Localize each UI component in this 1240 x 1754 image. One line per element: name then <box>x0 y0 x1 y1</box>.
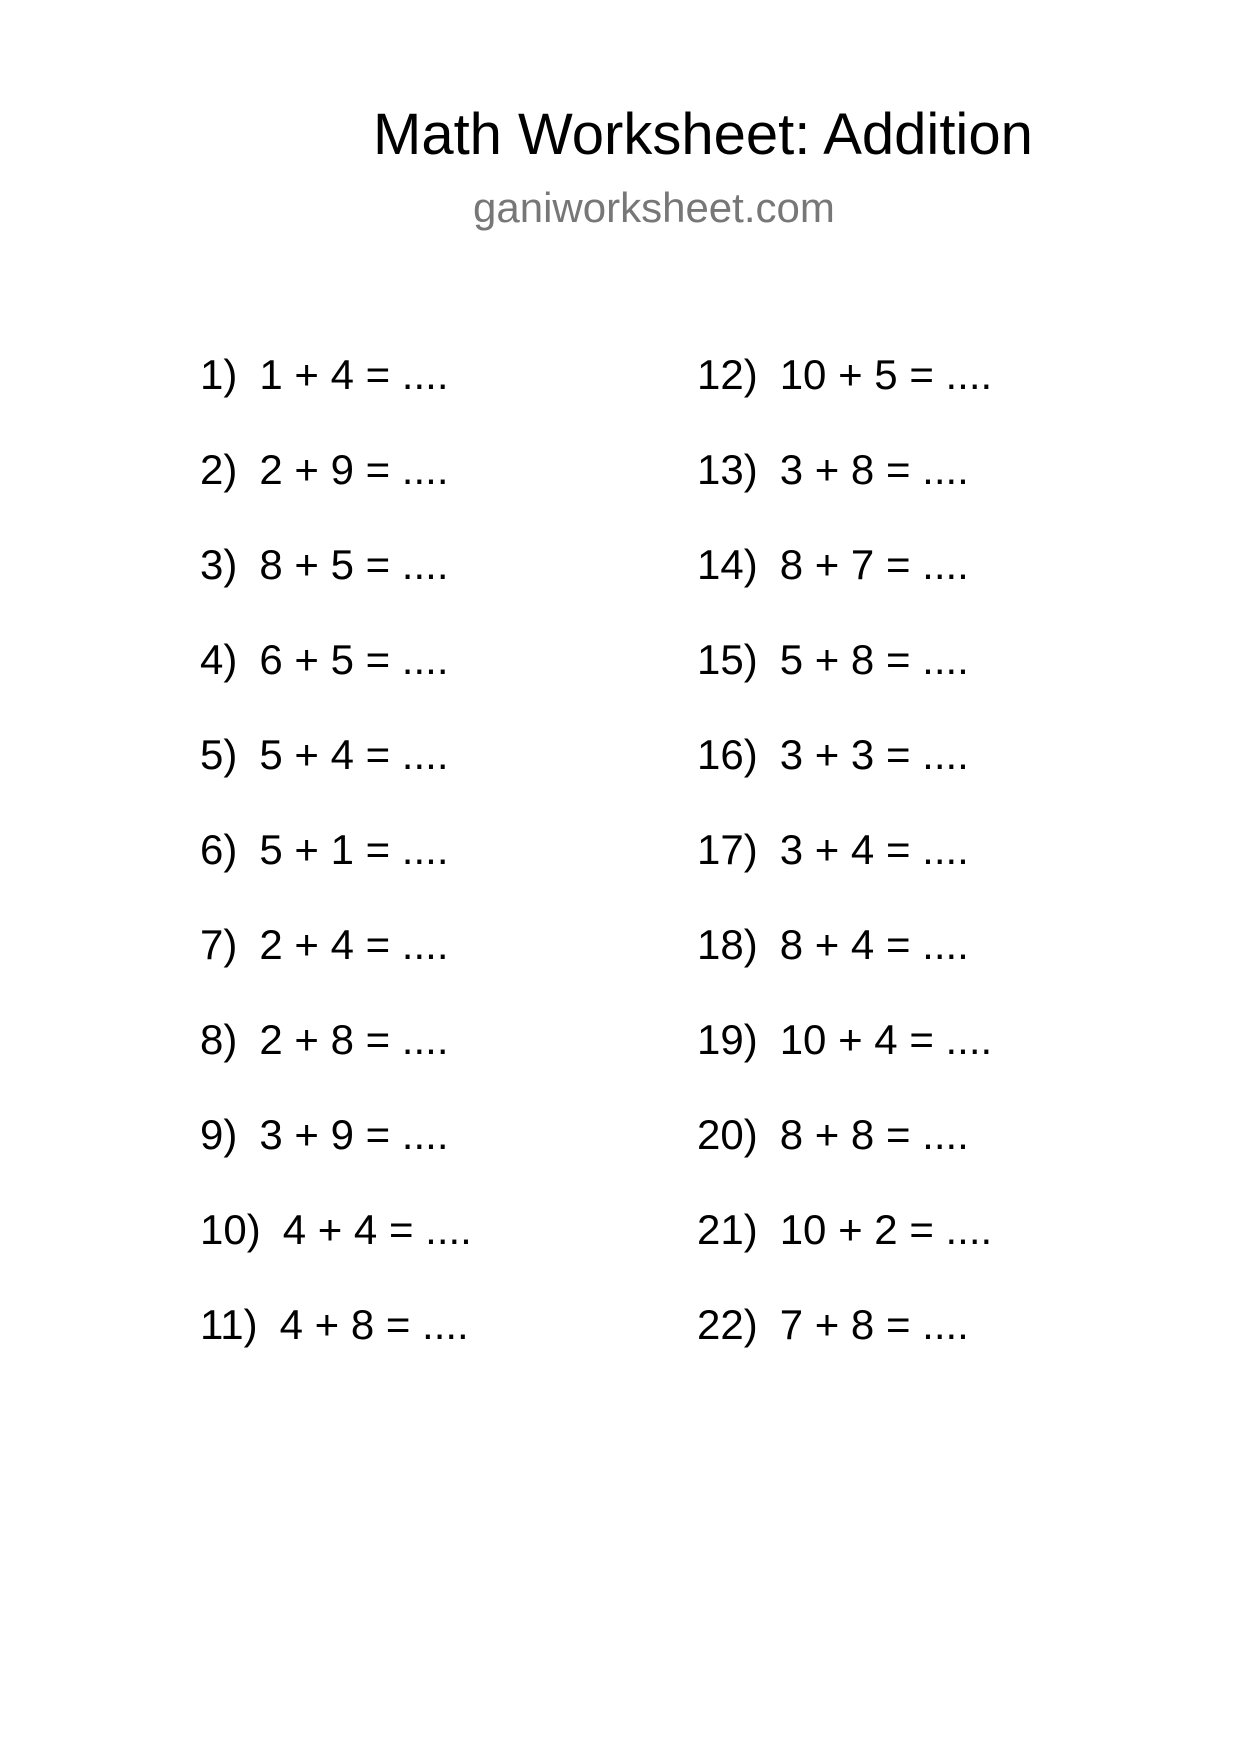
problem-number: 11) <box>200 1301 258 1348</box>
problem-expression: 1 + 4 = .... <box>259 351 449 398</box>
problem-item <box>200 635 448 685</box>
problem-expression: 6 + 5 = .... <box>259 636 449 683</box>
problem-number: 21) <box>697 1206 758 1253</box>
problem-item <box>697 1015 992 1065</box>
problem-number: 14) <box>697 541 758 588</box>
problem-item <box>697 920 969 970</box>
problem-expression: 3 + 8 = .... <box>779 446 969 493</box>
problem-item <box>697 1110 969 1160</box>
problem-expression: 2 + 9 = .... <box>259 446 449 493</box>
problem-number: 2) <box>200 446 238 493</box>
problem-expression: 7 + 8 = .... <box>779 1301 969 1348</box>
problem-number: 6) <box>200 826 238 873</box>
problem-expression: 4 + 8 = .... <box>279 1301 469 1348</box>
problem-item <box>200 1300 469 1350</box>
problem-number: 22) <box>697 1301 758 1348</box>
problem-item <box>697 635 969 685</box>
problem-item <box>200 920 448 970</box>
problem-expression: 2 + 4 = .... <box>259 921 449 968</box>
problem-number: 15) <box>697 636 758 683</box>
problem-number: 19) <box>697 1016 758 1063</box>
problem-item <box>200 1110 448 1160</box>
problem-expression: 5 + 4 = .... <box>259 731 449 778</box>
problem-item <box>697 445 969 495</box>
problem-expression: 10 + 2 = .... <box>779 1206 993 1253</box>
website-label: ganiworksheet.com <box>473 184 835 231</box>
problem-number: 5) <box>200 731 238 778</box>
problem-expression: 3 + 3 = .... <box>779 731 969 778</box>
problem-expression: 2 + 8 = .... <box>259 1016 449 1063</box>
problem-number: 12) <box>697 351 758 398</box>
problem-expression: 8 + 7 = .... <box>779 541 969 588</box>
problem-number: 9) <box>200 1111 238 1158</box>
problem-number: 17) <box>697 826 758 873</box>
problem-number: 10) <box>200 1206 261 1253</box>
problem-item <box>697 1205 992 1255</box>
problem-item <box>200 445 448 495</box>
problem-number: 16) <box>697 731 758 778</box>
problem-expression: 5 + 1 = .... <box>259 826 449 873</box>
problem-item <box>200 730 448 780</box>
problem-expression: 5 + 8 = .... <box>779 636 969 683</box>
problem-number: 18) <box>697 921 758 968</box>
problem-expression: 8 + 8 = .... <box>779 1111 969 1158</box>
problem-number: 7) <box>200 921 238 968</box>
problem-item <box>697 730 969 780</box>
problem-number: 8) <box>200 1016 238 1063</box>
problem-item <box>200 1205 472 1255</box>
problem-number: 20) <box>697 1111 758 1158</box>
problem-item <box>697 350 992 400</box>
page-title: Math Worksheet: Addition <box>373 102 1033 167</box>
problem-item <box>697 1300 969 1350</box>
problem-item <box>200 825 448 875</box>
problem-item <box>200 350 448 400</box>
problem-number: 13) <box>697 446 758 493</box>
problem-number: 4) <box>200 636 238 683</box>
problem-item <box>697 825 969 875</box>
problem-expression: 10 + 5 = .... <box>779 351 993 398</box>
problem-number: 3) <box>200 541 238 588</box>
problem-item <box>697 540 969 590</box>
problem-expression: 8 + 5 = .... <box>259 541 449 588</box>
problem-expression: 8 + 4 = .... <box>779 921 969 968</box>
problem-item <box>200 1015 448 1065</box>
problem-expression: 4 + 4 = .... <box>282 1206 472 1253</box>
problem-expression: 10 + 4 = .... <box>779 1016 993 1063</box>
problem-item <box>200 540 448 590</box>
problem-expression: 3 + 4 = .... <box>779 826 969 873</box>
problem-number: 1) <box>200 351 238 398</box>
problem-expression: 3 + 9 = .... <box>259 1111 449 1158</box>
